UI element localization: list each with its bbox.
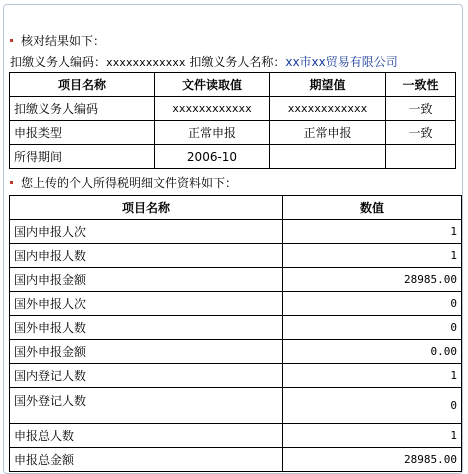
check-result-title [10,33,105,49]
bullet-icon [10,181,13,184]
cell-value: 0 [283,292,462,316]
payer-code-value: xxxxxxxxxxxx [106,56,186,69]
header-expected-value: 期望值 [270,73,386,97]
header-value: 数值 [283,196,462,220]
table-row [10,340,462,364]
cell-item-name: 申报总金额 [10,448,283,472]
table-row [10,364,462,388]
cell-consistency [386,145,456,169]
upload-detail-table [9,195,462,472]
bullet-icon [10,39,13,42]
table-row [10,316,462,340]
table-row [10,220,462,244]
cell-expected-value: 正常申报 [270,121,386,145]
payer-code-label: 扣缴义务人编码： [10,55,107,69]
header-consistency: 一致性 [386,73,456,97]
header-file-value: 文件读取值 [155,73,270,97]
upload-detail-title [10,175,237,191]
table-row [10,424,462,448]
table-header-row [10,73,456,97]
table-row [10,97,456,121]
cell-item-name: 国外申报金额 [10,340,283,364]
table-header-row [10,196,462,220]
table-row [10,121,456,145]
cell-value: 0.00 [283,340,462,364]
cell-file-value: 正常申报 [155,121,270,145]
cell-item-name: 国内登记人数 [10,364,283,388]
cell-value: 1 [283,244,462,268]
cell-item-name: 扣缴义务人编码 [10,97,155,121]
cell-value: 1 [283,220,462,244]
cell-value: 0 [283,316,462,340]
cell-value: 1 [283,424,462,448]
cell-item-name: 国内申报金额 [10,268,283,292]
table-row [10,292,462,316]
cell-file-value: 2006-10 [155,145,270,169]
cell-consistency: 一致 [386,97,456,121]
table-row [10,145,456,169]
cell-file-value: xxxxxxxxxxxx [155,97,270,121]
cell-value: 1 [283,364,462,388]
table-row [10,388,462,424]
cell-value: 28985.00 [283,448,462,472]
cell-item-name: 申报类型 [10,121,155,145]
check-result-table [9,72,456,169]
upload-detail-title-text: 您上传的个人所得税明细文件资料如下： [21,176,238,190]
cell-item-name: 国内申报人次 [10,220,283,244]
cell-item-name: 国外申报人次 [10,292,283,316]
cell-value: 0 [283,388,462,424]
cell-item-name: 申报总人数 [10,424,283,448]
payer-name-value: xx市xx贸易有限公司 [285,55,398,69]
cell-expected-value: xxxxxxxxxxxx [270,97,386,121]
cell-consistency: 一致 [386,121,456,145]
cell-item-name: 所得期间 [10,145,155,169]
table-row [10,244,462,268]
cell-value: 28985.00 [283,268,462,292]
cell-item-name: 国内申报人数 [10,244,283,268]
table-row [10,448,462,472]
table-row [10,268,462,292]
header-item-name: 项目名称 [10,196,283,220]
header-item-name: 项目名称 [10,73,155,97]
payer-info-line [10,54,398,70]
check-result-title-text: 核对结果如下： [21,34,106,48]
cell-expected-value [270,145,386,169]
cell-item-name: 国外登记人数 [10,388,283,424]
cell-item-name: 国外申报人数 [10,316,283,340]
payer-name-label: 扣缴义务人名称： [189,55,286,69]
